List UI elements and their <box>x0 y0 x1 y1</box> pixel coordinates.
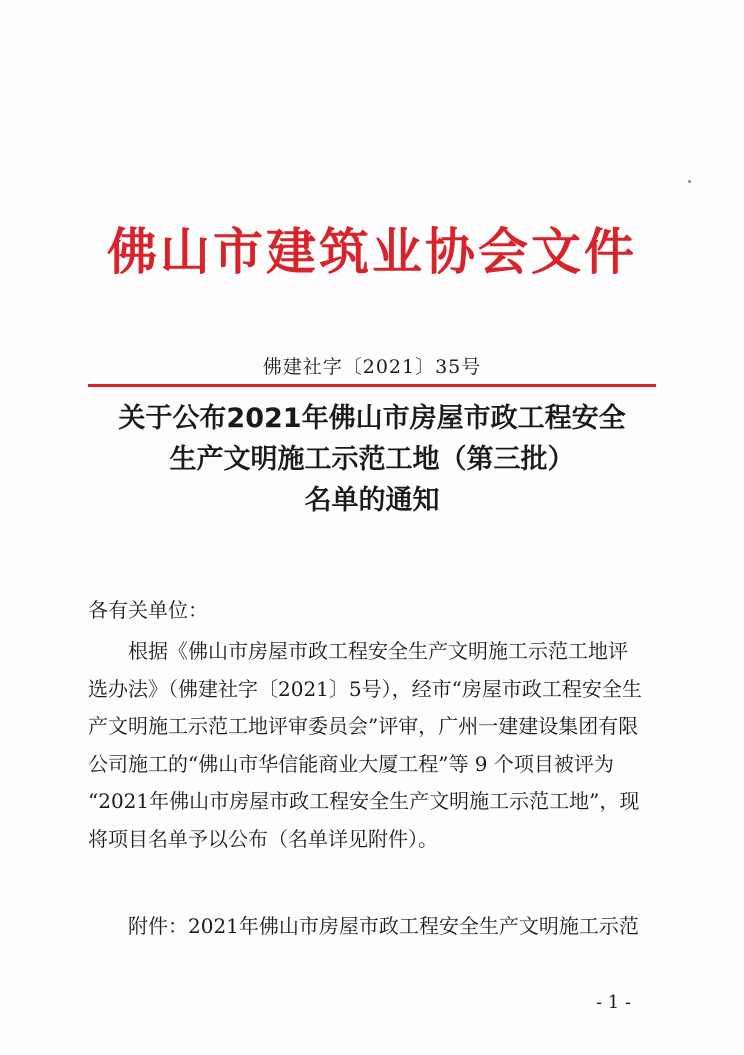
notice-title-line-1: 关于公布2021年佛山市房屋市政工程安全 <box>118 403 626 434</box>
scan-speck <box>688 180 691 183</box>
document-number: 佛建社字〔2021〕35号 <box>262 356 482 378</box>
body-line: “2021年佛山市房屋市政工程安全生产文明施工示范工地”，现 <box>88 789 640 813</box>
body-line: 产文明施工示范工地评审委员会”评审，广州一建建设集团有限 <box>88 714 639 738</box>
body-paragraph <box>88 633 668 858</box>
page-number: - 1 - <box>596 992 632 1013</box>
issuer-header: 佛山市建筑业协会文件 <box>107 222 637 281</box>
body-line: 根据《佛山市房屋市政工程安全生产文明施工示范工地评 <box>128 639 628 663</box>
body-line: 将项目名单予以公布（名单详见附件）。 <box>88 826 438 851</box>
body-line: 选办法》（佛建社字〔2021〕5号），经市“房屋市政工程安全生 <box>88 676 642 701</box>
attachment-line: 附件：2021年佛山市房屋市政工程安全生产文明施工示范 <box>128 914 639 938</box>
notice-title <box>0 398 744 521</box>
header-divider <box>88 384 656 387</box>
body-line: 公司施工的“佛山市华信能商业大厦工程”等 9 个项目被评为 <box>88 751 614 776</box>
notice-title-line-2: 生产文明施工示范工地（第三批） <box>169 444 575 475</box>
salutation: 各有关单位： <box>88 598 208 622</box>
notice-title-line-3: 名单的通知 <box>304 485 440 516</box>
